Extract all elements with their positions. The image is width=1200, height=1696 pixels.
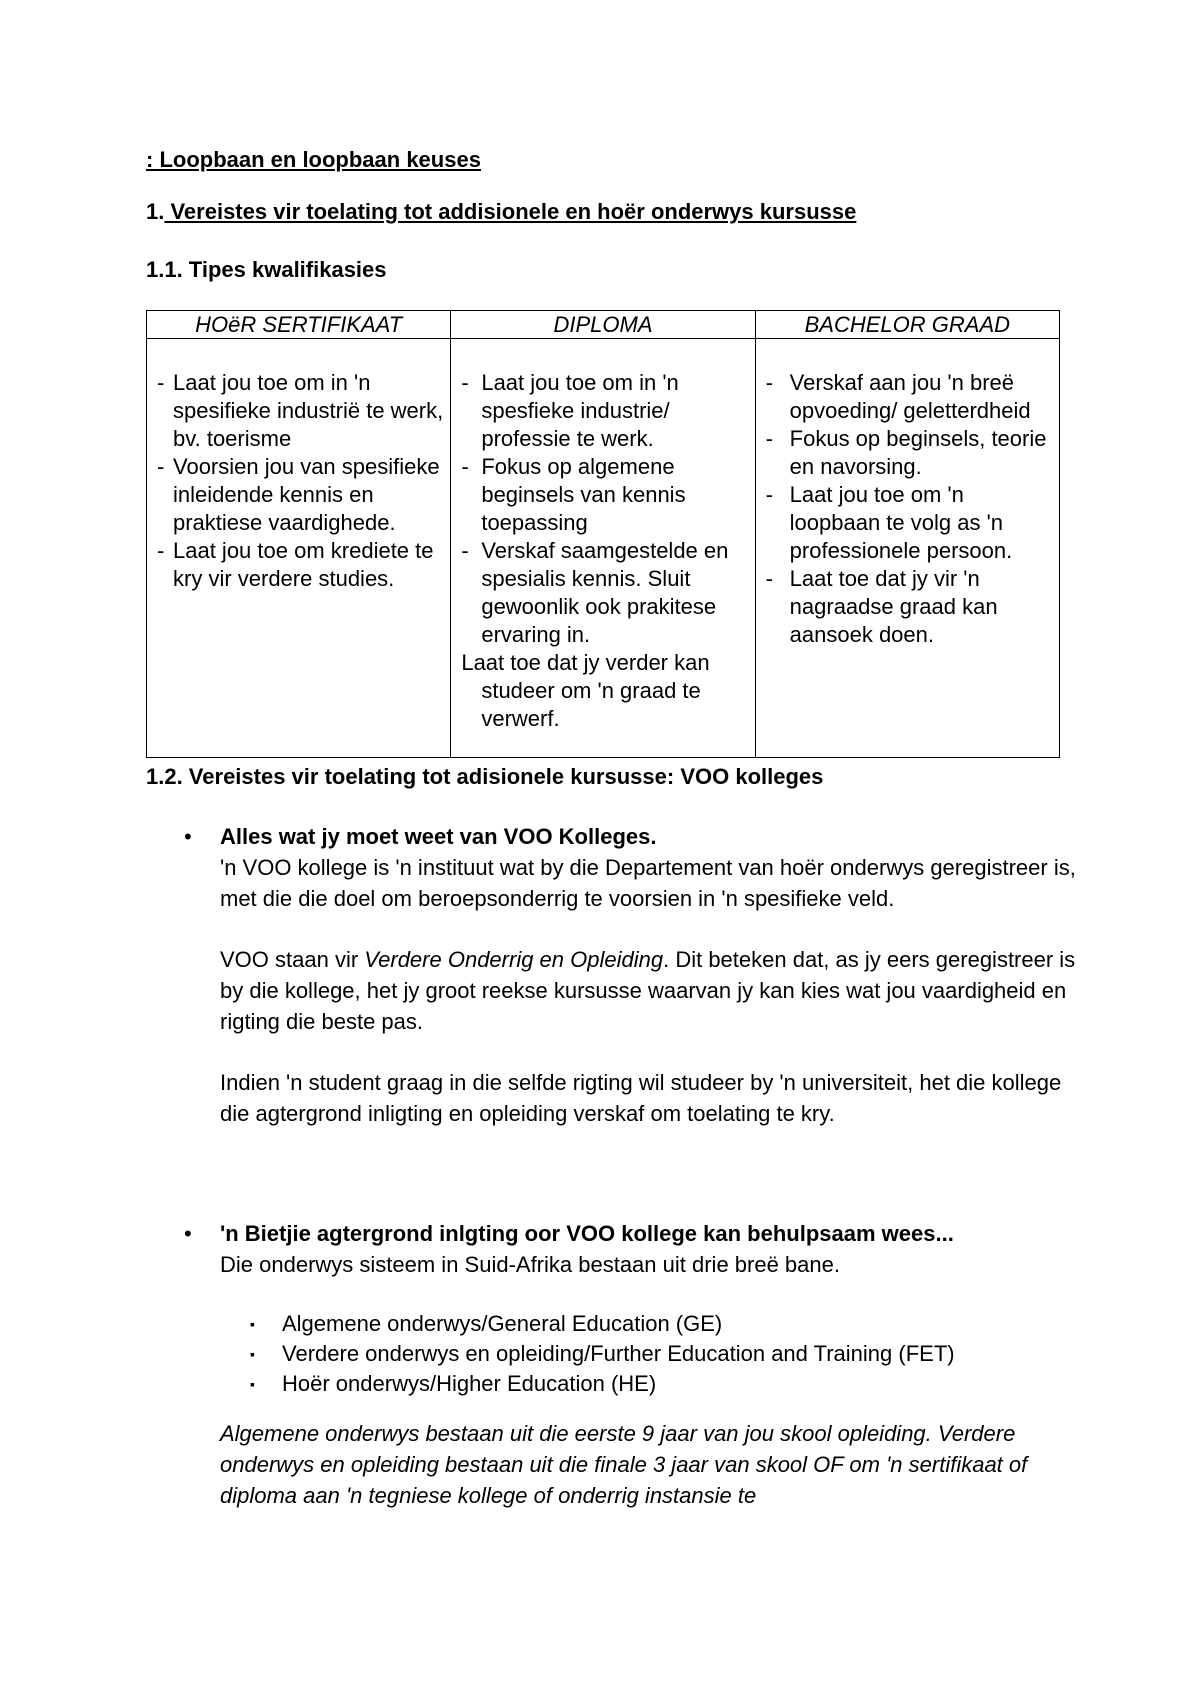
table-header-row bbox=[147, 311, 1060, 339]
bullet-1-paragraph-1: 'n VOO kollege is 'n instituut wat by die Departement van hoër onderwys geregistreer is, met die die doel om beroepsonderrig te voorsien in 'n spesifieke veld. bbox=[220, 855, 1076, 911]
diploma-cell bbox=[451, 339, 755, 758]
list-item: - Laat jou toe om krediete te kry vir verdere studies. bbox=[157, 537, 444, 593]
square-bullet: ▪ bbox=[250, 1376, 255, 1392]
bullet-1-paragraph-3: Indien 'n student graag in die selfde rigting wil studeer by 'n universiteit, het die kollege die agtergrond inligting en opleiding verskaf om toelating te kry. bbox=[220, 1070, 1062, 1126]
header-certificate: HOëR SERTIFIKAAT bbox=[147, 311, 451, 339]
list-item: - Verskaf aan jou 'n breë opvoeding/ geletterdheid bbox=[766, 369, 1053, 425]
list-item: - Laat jou toe om in 'n spesfieke industrie/ professie te werk. bbox=[461, 369, 748, 453]
voo-expansion: Verdere Onderrig en Opleiding bbox=[364, 947, 664, 972]
certificate-list bbox=[157, 369, 444, 593]
list-item: - Laat jou toe om 'n loopbaan te volg as 'n professionele persoon. bbox=[766, 481, 1053, 565]
bullet-2-paragraph-1: Die onderwys sisteem in Suid-Afrika bestaan uit drie breë bane. bbox=[220, 1252, 840, 1277]
bullet-marker: • bbox=[184, 1221, 192, 1246]
square-bullet: ▪ bbox=[250, 1316, 255, 1332]
qualifications-table bbox=[146, 310, 1060, 758]
section-1-2-heading: 1.2. Vereistes vir toelating tot adisionele kursusse: VOO kolleges bbox=[146, 764, 824, 789]
section-1-1-heading: 1.1. Tipes kwalifikasies bbox=[146, 257, 387, 282]
diploma-extra: Laat toe dat jy verder kan studeer om 'n graad te verwerf. bbox=[461, 650, 710, 731]
bullet-2-title: 'n Bietjie agtergrond inlgting oor VOO kollege kan behulpsaam wees... bbox=[220, 1221, 954, 1246]
italic-explanation: Algemene onderwys bestaan uit die eerste 9 jaar van jou skool opleiding. Verdere onderwys en opleiding bestaan uit die finale 3 jaar van skool OF om 'n sertifikaat of diploma aan 'n tegniese kollege of onderrig instansie te bbox=[220, 1421, 1028, 1508]
list-item: ▪ Verdere onderwys en opleiding/Further Education and Training (FET) bbox=[282, 1339, 1102, 1369]
list-item: - Voorsien jou van spesifieke inleidende kennis en praktiese vaardighede. bbox=[157, 453, 444, 537]
section-1-title: Vereistes vir toelating tot addisionele en hoër onderwys kursusse bbox=[164, 199, 857, 224]
square-bullet: ▪ bbox=[250, 1346, 255, 1362]
list-item: - Verskaf saamgestelde en spesialis kennis. Sluit gewoonlik ook prakitese ervaring in. bbox=[461, 537, 748, 649]
bachelor-list bbox=[766, 369, 1053, 649]
section-1-number: 1. bbox=[146, 199, 165, 224]
bullet-1-paragraph-2: VOO staan vir Verdere Onderrig en Opleiding. Dit beteken dat, as jy eers geregistreer is by die kollege, het jy groot reekse kursusse waarvan jy kan kies wat jou vaardigheid en rigting die beste pas. bbox=[220, 947, 1076, 1034]
table-row bbox=[147, 339, 1060, 758]
list-item: - Fokus op beginsels, teorie en navorsing. bbox=[766, 425, 1053, 481]
list-item: ▪ Algemene onderwys/General Education (GE) bbox=[282, 1309, 1102, 1339]
main-heading: : Loopbaan en loopbaan keuses bbox=[146, 147, 481, 172]
section-1-heading bbox=[146, 199, 856, 225]
bullet-voo-info bbox=[220, 821, 1080, 1129]
bullet-marker: • bbox=[184, 824, 192, 849]
list-item: - Laat jou toe om in 'n spesifieke industrië te werk, bv. toerisme bbox=[157, 369, 444, 453]
header-diploma: DIPLOMA bbox=[451, 311, 755, 339]
list-item: ▪ Hoër onderwys/Higher Education (HE) bbox=[282, 1369, 1102, 1399]
certificate-cell bbox=[147, 339, 451, 758]
diploma-list bbox=[461, 369, 748, 649]
list-item: - Fokus op algemene beginsels van kennis toepassing bbox=[461, 453, 748, 537]
bullet-background-info bbox=[220, 1218, 1080, 1280]
list-item: - Laat toe dat jy vir 'n nagraadse graad kan aansoek doen. bbox=[766, 565, 1053, 649]
bullet-1-title: Alles wat jy moet weet van VOO Kolleges. bbox=[220, 824, 657, 849]
education-bands-list bbox=[250, 1309, 1102, 1399]
header-bachelor: BACHELOR GRAAD bbox=[755, 311, 1059, 339]
bachelor-cell bbox=[755, 339, 1059, 758]
